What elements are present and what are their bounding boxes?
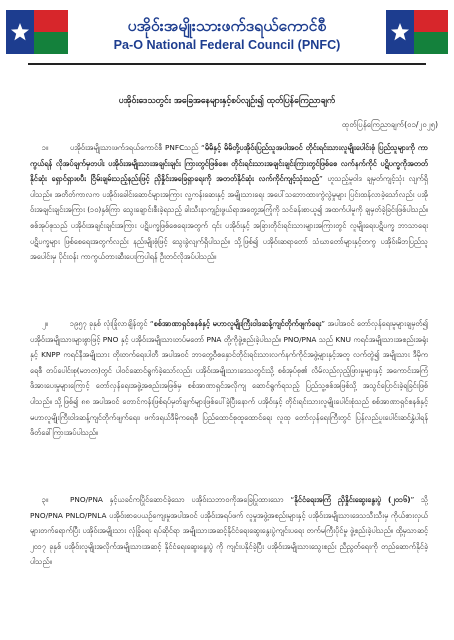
paragraph-1: ၁။ ပအိုဝ်းအမျိုးသားဖက်ဒရယ်ကောင်စီ PNFCသည် “မိမိနှင့် မိမိတို့ပအိုဝ်းပြည်သူအပါအဝင် တိုင်းရင်းသားလူမျိုးပေါင်းစုံ ပြည်သူများကို ကာကွယ်ရန် လိုအပ်ချက်မှတပါး ပအိုဝ်းအမျိုးသားအချင်းချင်း ကြားတွင်ဖြစ်စေ၊ တိုင်းရင်းသားအချင်းချင်းကြားတွင်ဖြစ်စေ လက်နက်ကိုင် ပဋိပက္ခကိုအတတ်နိုင်ဆုံး ရှောင်ရှားၿပီး ငြိမ်းချမ်းသည့်နည်းဖြင့် ညှိနှိုင်းအခြေရှာရေးကို အတတ်နိုင်ဆုံး လက်ကိုင်ကျင့်သုံးသည်” ဟူသည့်မူဝါဒ ချမှတ်ကျင့်သုံး လျက်ရှိပါသည်။ အတိတ်ကာလက ပအိုဝ်းခေါင်းဆောင်များအကြား လူ့ကန်းဆေးနှင့် အမျိုးသားရေး အပေါ်သဘောထားကွဲလွဲမှုများ ပြင်းထန်လာခဲ့သော်လည်း ပအိုဝ်းအချင်းချင်းအကြား (၁၀)နှစ်ကြာ သွေးချောင်းစီးခဲ့ရသည့် ခါးသီးနာကျဉ်းဖွယ်ရာအတွေ့အကြုံကို သင်ခန်းစာယူ၍ အထက်ပါမူကို ချမှတ်ခဲ့ခြင်းဖြစ်ပါသည်။ စစ်အုပ်စုသည် ပအိုဝ်းအချင်းချင်းအကြား ပဋိပက္ခဖြစ်စေရေးအတွက် ၎င်း ပအိုဝ်းနှင့် အခြားတိုင်းရင်းသားများအကြားတွင် လူမျိုးရေးပဋိပက္ခ ဘာသာရေးပဋိပက္ခများ ဖြစ်စေရေးအတွက်လည်း နည်းမျိုးစုံဖြင့် သွေးခွဲလျက်ရှိပါသည်။ သို့ဖြစ်၍ ပအိုဝ်းဆရာတော် သံဃာတော်များနှင့်တကွ ပအိုဝ်းမိဘပြည်သူအပေါင်းမှ ပိုင်းဝန်း ကာကွယ်တားဆီးပေးကြပါရန် ဦးတင်လိုအပ်ပါသည်။ xyxy=(30,140,428,308)
paragraph-3: ၃။ PNO/PNA နှင့်ယခင်ကပြိုင်ဆောင်ခဲ့သော ပအိုဝ်းသဘာဝကိုအခြေပြုထားသော “နိုင်ငံရေးအကြံ ညှိနှိုင်းဆွေးနွေးပွဲ (၂၀၁၆)” သို့ PNO/PNA PNLO/PNLA ပအိုဝ်းစာပေယဉ်ကျေးမှုအပါအဝင် ပအိုဝ်းအရပ်ဖက် လူမှုအဖွဲ့အစည်းများနှင့် ပအိုဝ်းအမျိုးသားဒေသသီးသီးမှ ကိုယ်စားလှယ်များတက်ရောက်ပြီး ပအိုဝ်းအမျိုးသား လုံခြုံရေး ရပ်ဆိုင်ရာ အမျိုးသားအဆင့်နိုင်ငံရေးဆွေးနွေးပွဲကျင်းပရေး တက်မကြီးပိုင်မှု ဖွဲ့စည်းခဲ့ပါသည်။ ထို့မှသာဆင့် ၂၀၁၇ ခုနှစ် ပအိုဝ်းလူမျိုးအလိုက်အမျိုးသားအဆင့် နိုင်ငံရေးဆွေးနွေးပွဲ ကို ကျင်းပနိုင်ခဲ့ပြီး ပအိုဝ်းအမျိုးသားသွေးစည်း ညီညွတ်ရေးကို တည်ဆောက်နိုင်ခဲ့ပါသည်။ xyxy=(30,492,428,640)
paragraph-lead: PNO/PNA နှင့်ယခင်ကပြိုင်ဆောင်ခဲ့သော ပအိုဝ်းသဘာဝကိုအခြေပြုထားသော xyxy=(70,495,284,504)
paragraph-emphasis: စစ်အာဏာရှင်စနစ်နှင့် မဟာလူမျိုးကြီးဝါဒဆန့်ကျင်တိုက်ဖျက်ရေး xyxy=(153,319,322,328)
paragraph-body: အပါအဝင် တော်လှန်ရေးမူများချမှတ်၍ ပအိုဝ်းအမျိုးသားများစွာဖြင့် PNO နှင့် ပအိုဝ်းအမျိုးသားတပ်မတော် PNA တို့ကိုဖွဲ့စည်းခဲ့ပါသည်။ PNO/PNA သည် KNU ကရင်အမျိုးသားအစည်းအရုံးနှင့် KNPP ကရင်နီအမျိုးသား တိုးတက်ရေးပါတီ အပါအဝင် ဘာတွေ့ဝီစနှောင်တိုင်းရင်းသားလက်နက်ကိုင်အဖွဲ့များနှင့်အတူ လက်တွဲ၍ အမျိုးသား ဒီမိုကရေစီ တပ်ပေါင်းစု(မဘတ)တွင် ပါဝင်ဆောင်ရွက်ခဲ့သော်လည်း ပအိုဝ်းအမျိုးသားဒေသတွင်းသို့ စစ်အုပ်စု၏ လိမ်လည်လှည့်ဖြားမှုများနှင့် အကောင်းအကြံ ဖိအားပေးမှုများကြောင့် တော်လှန်ရေးအဖွဲ့အစည်းအဖြစ်မှ စစ်အာဏာရှင်အလိုကျ ဆောင်ရွက်ရသည့် ပြည်သူ့စစ်အဖြစ်သို့ အသွင်ပြောင်းခဲ့ရခြင်းဖြစ်ပါသည်။ သို့ဖြစ်၍ ၈၈ အပါအဝင် တောင်ကန်းဖြစ်ရပ်မှတ်ချက်များဖြစ်ပေါ်ခဲ့ပြီးနောက် ပအိုဝ်းနှင့် တိုင်းရင်းသားလူမျိုးပေါင်းစုံသည် စစ်အာဏာရှင်စနစ်နှင့် မဟာလူမျိုးကြီးဝါဒဆန့်ကျင်တိုက်ဖျက်ရေး၊ ဖက်ဒရယ်ဒီမိုကရေစီ ပြည်ထောင်စုထူထောင်ရေး လူထု တော်လှန်ရေးကြီးတွင် ပြန်လည်ပူးပေါင်းဆင်နွှဲပါရန် ဖိတ်ခေါ်ကြားအပ်ပါသည်။ xyxy=(30,319,428,438)
pnfc-flag-icon xyxy=(386,10,448,54)
document-heading: ပအိုဝ်းဒေသတွင်း အခြေအနေများနှင့်စပ်လျဉ်း၍ ထုတ်ပြန်ကြေညာချက် xyxy=(118,96,336,106)
paragraph-body: ဟူသည့်မူဝါဒ ချမှတ်ကျင့်သုံး လျက်ရှိပါသည်။ အတိတ်ကာလက ပအိုဝ်းခေါင်းဆောင်များအကြား လူ့ကန်းဆေးနှင့် အမျိုးသားရေး အပေါ်သဘောထားကွဲလွဲမှုများ ပြင်းထန်လာခဲ့သော်လည်း ပအိုဝ်းအချင်းချင်းအကြား (၁၀)နှစ်ကြာ သွေးချောင်းစီးခဲ့ရသည့် ခါးသီးနာကျဉ်းဖွယ်ရာအတွေ့အကြုံကို သင်ခန်းစာယူ၍ အထက်ပါမူကို ချမှတ်ခဲ့ခြင်းဖြစ်ပါသည်။ စစ်အုပ်စုသည် ပအိုဝ်းအချင်းချင်းအကြား ပဋိပက္ခဖြစ်စေရေးအတွက် ၎င်း ပအိုဝ်းနှင့် အခြားတိုင်းရင်းသားများအကြားတွင် လူမျိုးရေးပဋိပက္ခ ဘာသာရေးပဋိပက္ခများ ဖြစ်စေရေးအတွက်လည်း နည်းမျိုးစုံဖြင့် သွေးခွဲလျက်ရှိပါသည်။ သို့ဖြစ်၍ ပအိုဝ်းဆရာတော် သံဃာတော်များနှင့်တကွ ပအိုဝ်းမိဘပြည်သူအပေါင်းမှ ပိုင်းဝန်း ကာကွယ်တားဆီးပေးကြပါရန် ဦးတင်လိုအပ်ပါသည်။ xyxy=(30,174,428,262)
paragraph-emphasis: မိမိနှင့် မိမိတို့ပအိုဝ်းပြည်သူအပါအဝင် တိုင်းရင်းသားလူမျိုးပေါင်းစုံ ပြည်သူများကို ကာကွယ်ရန် လိုအပ်ချက်မှတပါး ပအိုဝ်းအမျိုးသားအချင်းချင်း ကြားတွင်ဖြစ်စေ၊ တိုင်းရင်းသားအချင်းချင်းကြားတွင်ဖြစ်စေ လက်နက်ကိုင် ပဋိပက္ခကိုအတတ်နိုင်ဆုံး ရှောင်ရှားၿပီး ငြိမ်းချမ်းသည့်နည်းဖြင့် ညှိနှိုင်းအခြေရှာရေးကို အတတ်နိုင်ဆုံး လက်ကိုင်ကျင့်သုံးသည် xyxy=(30,143,428,184)
star-icon xyxy=(10,22,30,42)
paragraph-number: ၃။ xyxy=(42,495,49,504)
star-icon xyxy=(390,22,410,42)
letterhead xyxy=(0,0,454,92)
paragraph-lead: ပအိုဝ်းအမျိုးသားဖက်ဒရယ်ကောင်စီ PNFCသည် xyxy=(70,143,199,152)
paragraph-emphasis: နိုင်ငံရေးအကြံ ညှိနှိုင်းဆွေးနွေးပွဲ (၂၀၁၆) xyxy=(294,495,411,504)
header-divider xyxy=(28,63,426,65)
flag-blue-canton xyxy=(386,10,414,54)
council-name-burmese: ပအိုဝ်းအမျိုးသားဖက်ဒရယ်ကောင်စီ xyxy=(127,17,327,35)
council-name-english: Pa-O National Federal Council (PNFC) xyxy=(113,38,341,52)
paragraph-number: ၂။ xyxy=(42,319,48,328)
paragraph-lead: ၁၉၅၇ ခုနှစ် လုံးခြုံလာချိန်တွင် xyxy=(70,319,148,328)
pnfc-flag-icon xyxy=(6,10,68,54)
statement-number: ထုတ်ပြန်ကြေညာချက်(၀၁/၂၀၂၅) xyxy=(341,120,438,129)
paragraph-body: သို့ PNO/PNA PNLO/PNLA ပအိုဝ်းစာပေယဉ်ကျေးမှုအပါအဝင် ပအိုဝ်းအရပ်ဖက် လူမှုအဖွဲ့အစည်းများနှင့် ပအိုဝ်းအမျိုးသားဒေသသီးသီးမှ ကိုယ်စားလှယ်များတက်ရောက်ပြီး ပအိုဝ်းအမျိုးသား လုံခြုံရေး ရပ်ဆိုင်ရာ အမျိုးသားအဆင့်နိုင်ငံရေးဆွေးနွေးပွဲကျင်းပရေး တက်မကြီးပိုင်မှု ဖွဲ့စည်းခဲ့ပါသည်။ ထို့မှသာဆင့် ၂၀၁၇ ခုနှစ် ပအိုဝ်းလူမျိုးအလိုက်အမျိုးသားအဆင့် နိုင်ငံရေးဆွေးနွေးပွဲ ကို ကျင်းပနိုင်ခဲ့ပြီး ပအိုဝ်းအမျိုးသားသွေးစည်း ညီညွတ်ရေးကို တည်ဆောက်နိုင်ခဲ့ပါသည်။ xyxy=(30,495,428,567)
paragraph-2: ၂။ ၁၉၅၇ ခုနှစ် လုံးခြုံလာချိန်တွင် “စစ်အာဏာရှင်စနစ်နှင့် မဟာလူမျိုးကြီးဝါဒဆန့်ကျင်တိုက်ဖျက်ရေး” အပါအဝင် တော်လှန်ရေးမူများချမှတ်၍ ပအိုဝ်းအမျိုးသားများစွာဖြင့် PNO နှင့် ပအိုဝ်းအမျိုးသားတပ်မတော် PNA တို့ကိုဖွဲ့စည်းခဲ့ပါသည်။ PNO/PNA သည် KNU ကရင်အမျိုးသားအစည်းအရုံးနှင့် KNPP ကရင်နီအမျိုးသား တိုးတက်ရေးပါတီ အပါအဝင် ဘာတွေ့ဝီစနှောင်တိုင်းရင်းသားလက်နက်ကိုင်အဖွဲ့များနှင့်အတူ လက်တွဲ၍ အမျိုးသား ဒီမိုကရေစီ တပ်ပေါင်းစု(မဘတ)တွင် ပါဝင်ဆောင်ရွက်ခဲ့သော်လည်း ပအိုဝ်းအမျိုးသားဒေသတွင်းသို့ စစ်အုပ်စု၏ လိမ်လည်လှည့်ဖြားမှုများနှင့် အကောင်းအကြံ ဖိအားပေးမှုများကြောင့် တော်လှန်ရေးအဖွဲ့အစည်းအဖြစ်မှ စစ်အာဏာရှင်အလိုကျ ဆောင်ရွက်ရသည့် ပြည်သူ့စစ်အဖြစ်သို့ အသွင်ပြောင်းခဲ့ရခြင်းဖြစ်ပါသည်။ သို့ဖြစ်၍ ၈၈ အပါအဝင် တောင်ကန်းဖြစ်ရပ်မှတ်ချက်များဖြစ်ပေါ်ခဲ့ပြီးနောက် ပအိုဝ်းနှင့် တိုင်းရင်းသားလူမျိုးပေါင်းစုံသည် စစ်အာဏာရှင်စနစ်နှင့် မဟာလူမျိုးကြီးဝါဒဆန့်ကျင်တိုက်ဖျက်ရေး၊ ဖက်ဒရယ်ဒီမိုကရေစီ ပြည်ထောင်စုထူထောင်ရေး လူထု တော်လှန်ရေးကြီးတွင် ပြန်လည်ပူးပေါင်းဆင်နွှဲပါရန် ဖိတ်ခေါ်ကြားအပ်ပါသည်။ xyxy=(30,316,428,484)
paragraph-number: ၁။ xyxy=(42,143,49,152)
flag-blue-canton xyxy=(6,10,34,54)
